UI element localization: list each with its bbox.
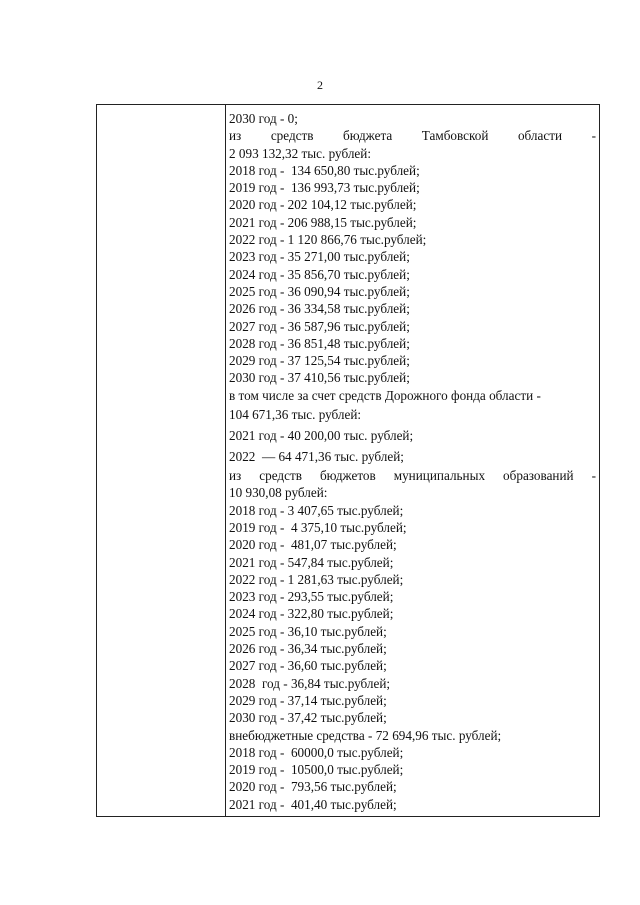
text-line: 2023 год - 35 271,00 тыс.рублей; [229,249,410,265]
text-line: 2022 — 64 471,36 тыс. рублей; [229,449,404,465]
column-divider [225,105,226,816]
text-line: из средств бюджета Тамбовской области - [229,128,596,144]
text-line: 10 930,08 рублей: [229,485,328,501]
text-line: 2025 год - 36 090,94 тыс.рублей; [229,283,410,299]
text-line: 2029 год - 37 125,54 тыс.рублей; [229,353,410,369]
text-line: 2030 год - 0; [229,111,298,126]
text-line: 2021 год - 40 200,00 тыс. рублей; [229,428,414,444]
text-line: 2021 год - 547,84 тыс.рублей; [229,554,394,570]
text-line: 2018 год - 60000,0 тыс.рублей; [229,744,404,760]
text-line: из средств бюджетов муниципальных образований - [229,468,596,484]
text-line: 2028 год - 36,84 тыс.рублей; [229,675,391,691]
text-line: 2018 год - 3 407,65 тыс.рублей; [229,502,404,518]
text-line: 2023 год - 293,55 тыс.рублей; [229,589,394,605]
text-line: 2021 год - 401,40 тыс.рублей; [229,796,397,812]
text-line: 2026 год - 36 334,58 тыс.рублей; [229,301,410,317]
text-line: 2 093 132,32 тыс. рублей: [229,145,371,161]
text-line: в том числе за счет средств Дорожного фонда области - [229,387,541,403]
text-line: 104 671,36 тыс. рублей: [229,407,362,423]
text-line: 2022 год - 1 281,63 тыс.рублей; [229,571,404,587]
text-line: 2020 год - 202 104,12 тыс.рублей; [229,197,417,213]
text-line: 2027 год - 36 587,96 тыс.рублей; [229,318,410,334]
text-line: 2027 год - 36,60 тыс.рублей; [229,658,387,674]
text-line: 2019 год - 10500,0 тыс.рублей; [229,762,404,778]
text-line: 2022 год - 1 120 866,76 тыс.рублей; [229,232,427,248]
page-number: 2 [317,78,323,92]
funding-details-cell [229,110,596,813]
funding-table [96,104,600,817]
text-line: 2018 год - 134 650,80 тыс.рублей; [229,162,420,178]
text-line: 2026 год - 36,34 тыс.рублей; [229,641,387,657]
text-line: внебюджетные средства - 72 694,96 тыс. рублей; [229,727,502,743]
text-line: 2029 год - 37,14 тыс.рублей; [229,692,387,708]
text-line: 2024 год - 322,80 тыс.рублей; [229,606,394,622]
text-line: 2021 год - 206 988,15 тыс.рублей; [229,214,417,230]
text-line: 2030 год - 37 410,56 тыс.рублей; [229,370,410,386]
text-line: 2019 год - 4 375,10 тыс.рублей; [229,519,407,535]
text-line: 2020 год - 481,07 тыс.рублей; [229,537,397,553]
text-line: 2019 год - 136 993,73 тыс.рублей; [229,180,420,196]
text-line: 2024 год - 35 856,70 тыс.рублей; [229,266,410,282]
text-line: 2030 год - 37,42 тыс.рублей; [229,710,387,726]
text-line: 2025 год - 36,10 тыс.рублей; [229,623,387,639]
text-line: 2020 год - 793,56 тыс.рублей; [229,779,397,795]
text-line: 2028 год - 36 851,48 тыс.рублей; [229,335,410,351]
